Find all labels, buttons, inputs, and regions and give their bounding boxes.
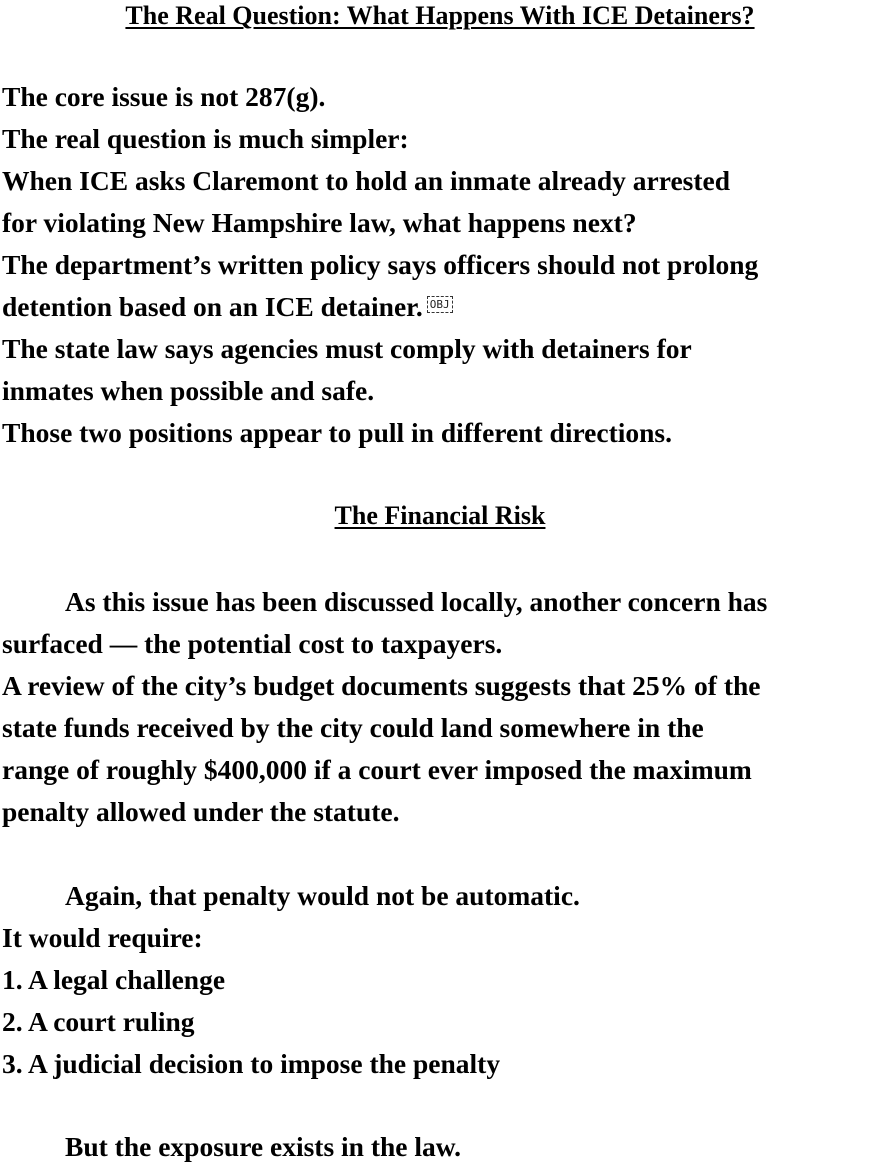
heading-real-question: The Real Question: What Happens With ICE Detainers? <box>125 1 755 30</box>
text-line: When ICE asks Claremont to hold an inmate already arrested <box>2 165 731 196</box>
text-line-with-object <box>2 290 453 324</box>
text-line: range of roughly $400,000 if a court ever imposed the maximum <box>2 754 752 785</box>
list-item: 2. A court ruling <box>2 1006 195 1037</box>
text-line: inmates when possible and safe. <box>2 375 375 406</box>
text-line: state funds received by the city could land somewhere in the <box>2 712 704 743</box>
text-line: It would require: <box>2 922 203 953</box>
text-line: penalty allowed under the statute. <box>2 796 400 827</box>
text-line: surfaced — the potential cost to taxpayers. <box>2 628 503 659</box>
text-line: As this issue has been discussed locally, another concern has <box>65 586 768 617</box>
text-line: Those two positions appear to pull in different directions. <box>2 417 673 448</box>
text-line: But the exposure exists in the law. <box>65 1131 461 1162</box>
text-line: A review of the city’s budget documents suggests that 25% of the <box>2 670 761 701</box>
text-fragment: detention based on an ICE detainer. <box>2 291 423 322</box>
text-line: The core issue is not 287(g). <box>2 81 326 112</box>
text-line: The state law says agencies must comply with detainers for <box>2 333 692 364</box>
text-line: The department’s written policy says officers should not prolong <box>2 249 759 280</box>
text-line: The real question is much simpler: <box>2 123 409 154</box>
heading-financial-risk: The Financial Risk <box>334 501 546 530</box>
list-item: 1. A legal challenge <box>2 964 226 995</box>
object-placeholder-icon: OBJ <box>427 296 453 313</box>
list-item: 3. A judicial decision to impose the penalty <box>2 1048 501 1079</box>
text-line: for violating New Hampshire law, what happens next? <box>2 207 637 238</box>
text-line: Again, that penalty would not be automatic. <box>65 880 580 911</box>
